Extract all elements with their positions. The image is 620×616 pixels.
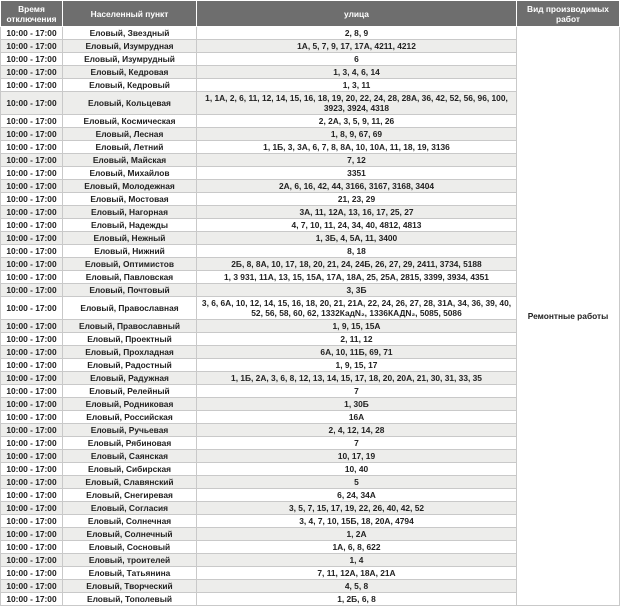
cell-houses: 1, 3 931, 11А, 13, 15, 15А, 17А, 18А, 25, 25А, 2815, 3399, 3934, 4351: [197, 271, 517, 284]
cell-locality: Еловый, Согласия: [63, 502, 197, 515]
cell-time: 10:00 - 17:00: [1, 40, 63, 53]
cell-locality: Еловый, Павловская: [63, 271, 197, 284]
cell-time: 10:00 - 17:00: [1, 333, 63, 346]
cell-time: 10:00 - 17:00: [1, 398, 63, 411]
cell-locality: Еловый, Почтовый: [63, 284, 197, 297]
cell-locality: Еловый, Изумрудный: [63, 53, 197, 66]
cell-houses: 2, 4, 12, 14, 28: [197, 424, 517, 437]
header-street: улица: [197, 1, 517, 27]
table-row: [1, 27, 620, 40]
header-time: Время отключения: [1, 1, 63, 27]
cell-houses: 1, 3Б, 4, 5А, 11, 3400: [197, 232, 517, 245]
cell-locality: Еловый, Изумрудная: [63, 40, 197, 53]
cell-locality: Еловый, Солнечный: [63, 528, 197, 541]
cell-time: 10:00 - 17:00: [1, 167, 63, 180]
cell-time: 10:00 - 17:00: [1, 128, 63, 141]
cell-time: 10:00 - 17:00: [1, 66, 63, 79]
cell-houses: 4, 5, 8: [197, 580, 517, 593]
cell-time: 10:00 - 17:00: [1, 92, 63, 115]
cell-locality: Еловый, Сибирская: [63, 463, 197, 476]
cell-houses: 16А: [197, 411, 517, 424]
cell-time: 10:00 - 17:00: [1, 476, 63, 489]
cell-locality: Еловый, Молодежная: [63, 180, 197, 193]
cell-houses: 1А, 5, 7, 9, 17, 17А, 4211, 4212: [197, 40, 517, 53]
cell-houses: 4, 7, 10, 11, 24, 34, 40, 4812, 4813: [197, 219, 517, 232]
cell-houses: 7, 12: [197, 154, 517, 167]
cell-houses: 6, 24, 34А: [197, 489, 517, 502]
cell-houses: 2А, 6, 16, 42, 44, 3166, 3167, 3168, 3404: [197, 180, 517, 193]
cell-houses: 3, 5, 7, 15, 17, 19, 22, 26, 40, 42, 52: [197, 502, 517, 515]
cell-time: 10:00 - 17:00: [1, 372, 63, 385]
cell-houses: 1, 1Б, 3, 3А, 6, 7, 8, 8А, 10, 10А, 11, 18, 19, 3136: [197, 141, 517, 154]
cell-time: 10:00 - 17:00: [1, 180, 63, 193]
cell-houses: 1, 3, 4, 6, 14: [197, 66, 517, 79]
cell-time: 10:00 - 17:00: [1, 346, 63, 359]
cell-houses: 1, 3, 11: [197, 79, 517, 92]
cell-locality: Еловый, Лесная: [63, 128, 197, 141]
cell-time: 10:00 - 17:00: [1, 359, 63, 372]
cell-locality: Еловый, Звездный: [63, 27, 197, 40]
cell-locality: Еловый, Татьянина: [63, 567, 197, 580]
cell-locality: Еловый, Кольцевая: [63, 92, 197, 115]
cell-locality: Еловый, Православная: [63, 297, 197, 320]
cell-houses: 21, 23, 29: [197, 193, 517, 206]
cell-locality: Еловый, Солнечная: [63, 515, 197, 528]
cell-houses: 2, 2А, 3, 5, 9, 11, 26: [197, 115, 517, 128]
cell-houses: 3351: [197, 167, 517, 180]
cell-time: 10:00 - 17:00: [1, 528, 63, 541]
cell-time: 10:00 - 17:00: [1, 502, 63, 515]
cell-time: 10:00 - 17:00: [1, 141, 63, 154]
cell-houses: 1, 1Б, 2А, 3, 6, 8, 12, 13, 14, 15, 17, 18, 20, 20А, 21, 30, 31, 33, 35: [197, 372, 517, 385]
cell-time: 10:00 - 17:00: [1, 450, 63, 463]
cell-locality: Еловый, Радостный: [63, 359, 197, 372]
cell-locality: Еловый, Проектный: [63, 333, 197, 346]
cell-houses: 1, 9, 15, 15А: [197, 320, 517, 333]
cell-locality: Еловый, Кедровый: [63, 79, 197, 92]
cell-time: 10:00 - 17:00: [1, 411, 63, 424]
cell-time: 10:00 - 17:00: [1, 27, 63, 40]
cell-time: 10:00 - 17:00: [1, 541, 63, 554]
header-work-type: Вид производимых работ: [517, 1, 620, 27]
cell-time: 10:00 - 17:00: [1, 580, 63, 593]
cell-time: 10:00 - 17:00: [1, 554, 63, 567]
cell-time: 10:00 - 17:00: [1, 424, 63, 437]
cell-locality: Еловый, Космическая: [63, 115, 197, 128]
cell-houses: 6А, 10, 11Б, 69, 71: [197, 346, 517, 359]
cell-time: 10:00 - 17:00: [1, 258, 63, 271]
cell-time: 10:00 - 17:00: [1, 79, 63, 92]
cell-houses: 8, 18: [197, 245, 517, 258]
cell-locality: Еловый, Рябиновая: [63, 437, 197, 450]
cell-time: 10:00 - 17:00: [1, 463, 63, 476]
cell-houses: 1, 30Б: [197, 398, 517, 411]
cell-houses: 1, 4: [197, 554, 517, 567]
cell-houses: 5: [197, 476, 517, 489]
cell-houses: 1, 2А: [197, 528, 517, 541]
cell-locality: Еловый, Оптимистов: [63, 258, 197, 271]
cell-houses: 1, 8, 9, 67, 69: [197, 128, 517, 141]
cell-time: 10:00 - 17:00: [1, 567, 63, 580]
cell-time: 10:00 - 17:00: [1, 297, 63, 320]
cell-locality: Еловый, Сосновый: [63, 541, 197, 554]
cell-locality: Еловый, Релейный: [63, 385, 197, 398]
cell-locality: Еловый, Нагорная: [63, 206, 197, 219]
cell-houses: 3А, 11, 12А, 13, 16, 17, 25, 27: [197, 206, 517, 219]
cell-locality: Еловый, Снегиревая: [63, 489, 197, 502]
cell-time: 10:00 - 17:00: [1, 593, 63, 606]
cell-time: 10:00 - 17:00: [1, 219, 63, 232]
cell-houses: 3, 6, 6А, 10, 12, 14, 15, 16, 18, 20, 21, 21А, 22, 24, 26, 27, 28, 31А, 34, 36, 39, 40, 52, 56, 58, 60, 62, 1332КадN₂, 1336КАДN₂, 5085, 5086: [197, 297, 517, 320]
cell-locality: Еловый, Нижний: [63, 245, 197, 258]
cell-houses: 3, 4, 7, 10, 15Б, 18, 20А, 4794: [197, 515, 517, 528]
cell-locality: Еловый, Славянский: [63, 476, 197, 489]
cell-locality: Еловый, Радужная: [63, 372, 197, 385]
cell-time: 10:00 - 17:00: [1, 437, 63, 450]
cell-houses: 10, 17, 19: [197, 450, 517, 463]
cell-locality: Еловый, Мостовая: [63, 193, 197, 206]
cell-houses: 6: [197, 53, 517, 66]
cell-houses: 7: [197, 385, 517, 398]
cell-houses: 3, 3Б: [197, 284, 517, 297]
cell-locality: Еловый, Михайлов: [63, 167, 197, 180]
cell-houses: 2Б, 8, 8А, 10, 17, 18, 20, 21, 24, 24Б, 26, 27, 29, 2411, 3734, 5188: [197, 258, 517, 271]
cell-time: 10:00 - 17:00: [1, 232, 63, 245]
cell-locality: Еловый, Российская: [63, 411, 197, 424]
header-row: [1, 1, 620, 27]
cell-houses: 1, 9, 15, 17: [197, 359, 517, 372]
cell-time: 10:00 - 17:00: [1, 245, 63, 258]
cell-time: 10:00 - 17:00: [1, 115, 63, 128]
cell-houses: 2, 11, 12: [197, 333, 517, 346]
cell-time: 10:00 - 17:00: [1, 206, 63, 219]
cell-houses: 1А, 6, 8, 622: [197, 541, 517, 554]
cell-time: 10:00 - 17:00: [1, 515, 63, 528]
cell-locality: Еловый, Родниковая: [63, 398, 197, 411]
cell-locality: Еловый, Надежды: [63, 219, 197, 232]
cell-locality: Еловый, Православный: [63, 320, 197, 333]
cell-houses: 1, 2Б, 6, 8: [197, 593, 517, 606]
cell-locality: Еловый, троителей: [63, 554, 197, 567]
cell-time: 10:00 - 17:00: [1, 284, 63, 297]
cell-locality: Еловый, Летний: [63, 141, 197, 154]
table-body: [1, 27, 620, 606]
cell-houses: 1, 1А, 2, 6, 11, 12, 14, 15, 16, 18, 19, 20, 22, 24, 28, 28А, 36, 42, 52, 56, 96, 100, 3923, 3924, 4318: [197, 92, 517, 115]
cell-time: 10:00 - 17:00: [1, 53, 63, 66]
cell-locality: Еловый, Саянская: [63, 450, 197, 463]
cell-locality: Еловый, Нежный: [63, 232, 197, 245]
cell-locality: Еловый, Ручьевая: [63, 424, 197, 437]
cell-time: 10:00 - 17:00: [1, 489, 63, 502]
cell-houses: 7: [197, 437, 517, 450]
cell-locality: Еловый, Кедровая: [63, 66, 197, 79]
cell-time: 10:00 - 17:00: [1, 271, 63, 284]
cell-work-type: Ремонтные работы: [517, 27, 620, 606]
cell-time: 10:00 - 17:00: [1, 193, 63, 206]
cell-time: 10:00 - 17:00: [1, 320, 63, 333]
cell-houses: 2, 8, 9: [197, 27, 517, 40]
cell-locality: Еловый, Майская: [63, 154, 197, 167]
cell-houses: 7, 11, 12А, 18А, 21А: [197, 567, 517, 580]
cell-time: 10:00 - 17:00: [1, 385, 63, 398]
cell-locality: Еловый, Творческий: [63, 580, 197, 593]
header-locality: Населенный пункт: [63, 1, 197, 27]
cell-locality: Еловый, Тополевый: [63, 593, 197, 606]
cell-time: 10:00 - 17:00: [1, 154, 63, 167]
cell-locality: Еловый, Прохладная: [63, 346, 197, 359]
cell-houses: 10, 40: [197, 463, 517, 476]
